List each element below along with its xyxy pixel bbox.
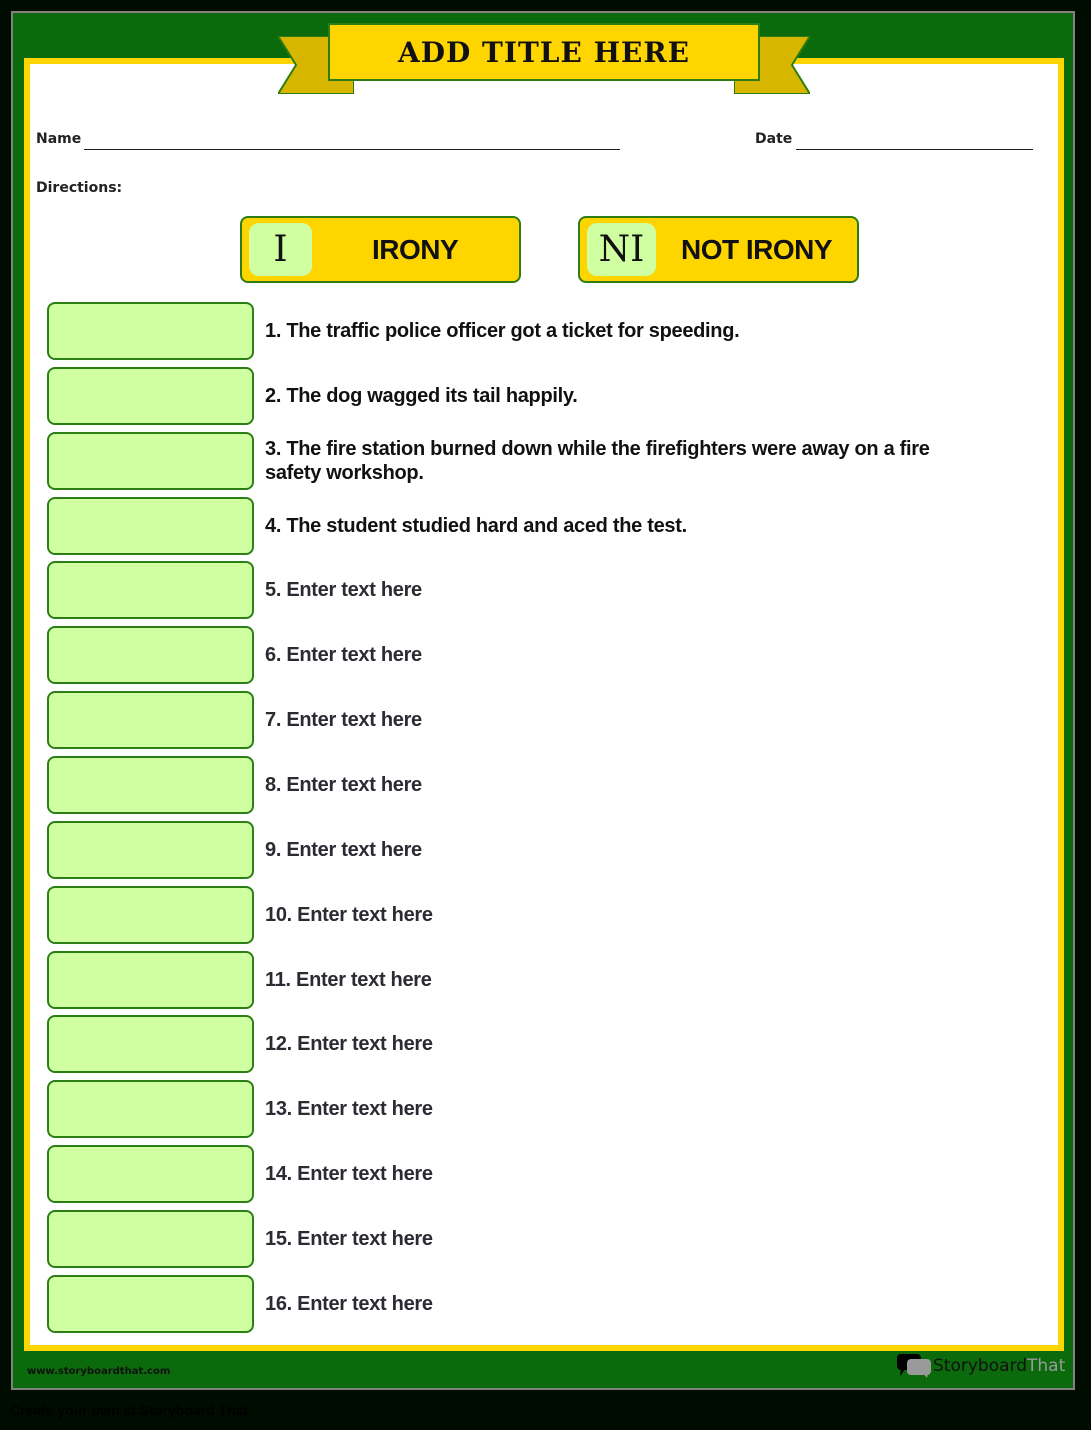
answer-box[interactable] <box>47 1015 254 1073</box>
brand-that: That <box>1027 1356 1066 1376</box>
question-text[interactable]: 14. Enter text here <box>265 1163 433 1186</box>
question-text[interactable]: 2. The dog wagged its tail happily. <box>265 384 578 407</box>
date-field[interactable] <box>796 149 1033 150</box>
storyboardthat-logo[interactable] <box>897 1354 1065 1378</box>
answer-box[interactable] <box>47 561 254 619</box>
question-row <box>47 302 1047 360</box>
legend-irony <box>240 216 521 283</box>
question-row <box>47 497 1047 555</box>
question-row <box>47 821 1047 879</box>
question-text[interactable]: 11. Enter text here <box>265 968 432 991</box>
legend-label: NOT IRONY <box>681 233 833 265</box>
question-text[interactable]: 4. The student studied hard and aced the test. <box>265 514 687 537</box>
question-row <box>47 1015 1047 1073</box>
question-text[interactable]: 10. Enter text here <box>265 903 433 926</box>
page-title[interactable]: ADD TITLE HERE <box>398 35 690 69</box>
name-field[interactable] <box>84 149 620 150</box>
brand-storyboard: Storyboard <box>933 1356 1027 1376</box>
answer-box[interactable] <box>47 1145 254 1203</box>
question-text[interactable]: 9. Enter text here <box>265 838 422 861</box>
question-row <box>47 367 1047 425</box>
create-your-own-link[interactable]: Create your own at Storyboard That <box>10 1402 249 1418</box>
answer-box[interactable] <box>47 302 254 360</box>
question-row <box>47 1080 1047 1138</box>
question-row <box>47 1275 1047 1333</box>
question-row <box>47 756 1047 814</box>
date-label: Date <box>755 131 793 147</box>
question-text[interactable]: 16. Enter text here <box>265 1292 433 1315</box>
question-text[interactable]: 6. Enter text here <box>265 644 422 667</box>
answer-box[interactable] <box>47 691 254 749</box>
title-banner[interactable] <box>328 23 760 81</box>
footer-url[interactable]: www.storyboardthat.com <box>27 1366 171 1377</box>
question-text[interactable]: 7. Enter text here <box>265 709 422 732</box>
question-row <box>47 1210 1047 1268</box>
legend-key: NI <box>587 223 656 276</box>
answer-box[interactable] <box>47 497 254 555</box>
answer-box[interactable] <box>47 886 254 944</box>
question-row <box>47 951 1047 1009</box>
legend-not-irony <box>578 216 859 283</box>
question-row <box>47 886 1047 944</box>
question-text[interactable]: 5. Enter text here <box>265 579 422 602</box>
question-text[interactable]: 15. Enter text here <box>265 1227 433 1250</box>
question-text[interactable]: 1. The traffic police officer got a ticket for speeding. <box>265 320 740 342</box>
directions-label: Directions: <box>36 180 123 196</box>
answer-box[interactable] <box>47 951 254 1009</box>
question-text[interactable]: 3. The fire station burned down while the firefighters were away on a fire safety workshop. <box>265 437 930 484</box>
legend-key: I <box>249 223 312 276</box>
answer-box[interactable] <box>47 756 254 814</box>
answer-box[interactable] <box>47 1080 254 1138</box>
legend-label: IRONY <box>372 233 459 265</box>
answer-box[interactable] <box>47 432 254 490</box>
question-row <box>47 1145 1047 1203</box>
question-text[interactable]: 8. Enter text here <box>265 773 422 796</box>
name-label: Name <box>36 131 82 147</box>
question-row <box>47 432 1047 490</box>
answer-box[interactable] <box>47 1210 254 1268</box>
question-text[interactable]: 12. Enter text here <box>265 1033 433 1056</box>
question-row <box>47 691 1047 749</box>
answer-box[interactable] <box>47 367 254 425</box>
answer-box[interactable] <box>47 821 254 879</box>
answer-box[interactable] <box>47 626 254 684</box>
question-row <box>47 626 1047 684</box>
speech-bubbles-icon <box>897 1354 931 1378</box>
question-text[interactable]: 13. Enter text here <box>265 1098 433 1121</box>
answer-box[interactable] <box>47 1275 254 1333</box>
question-row <box>47 561 1047 619</box>
